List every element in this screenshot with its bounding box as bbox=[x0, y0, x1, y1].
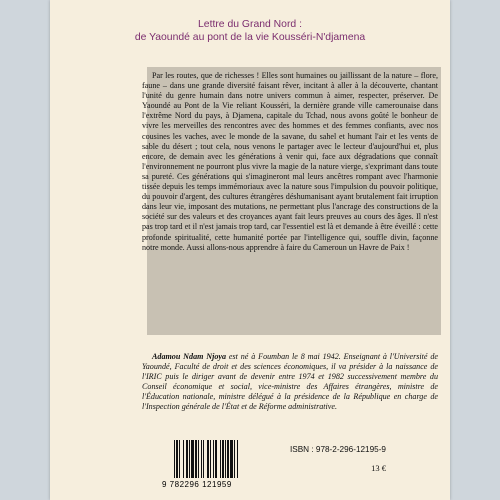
book-title bbox=[50, 18, 450, 44]
barcode-bar bbox=[198, 440, 199, 478]
title-line-2: de Yaoundé au pont de la vie Kousséri-N'djamena bbox=[134, 32, 366, 43]
barcode-bar bbox=[186, 440, 188, 478]
barcode-bar bbox=[191, 440, 194, 478]
barcode-bars bbox=[172, 440, 264, 480]
barcode-bar bbox=[213, 440, 214, 478]
barcode-bar bbox=[203, 440, 204, 478]
barcode-bar bbox=[183, 440, 184, 478]
barcode-bar bbox=[220, 440, 221, 478]
barcode-bar bbox=[237, 440, 238, 478]
back-cover bbox=[50, 0, 450, 500]
barcode-bar bbox=[234, 440, 235, 478]
author-bio bbox=[142, 352, 438, 413]
title-line-1: Lettre du Grand Nord : bbox=[198, 19, 302, 30]
isbn-label: ISBN : 978-2-296-12195-9 bbox=[289, 445, 386, 454]
barcode-bar bbox=[179, 440, 180, 478]
barcode-bar bbox=[222, 440, 224, 478]
barcode-bar bbox=[227, 440, 229, 478]
barcode-bar bbox=[176, 440, 178, 478]
summary-text: Par les routes, que de richesses ! Elles sont humaines ou jaillissant de la nature – flore, faune – dans une grande diversité faisant rêver, incitant à aller à la découverte, chantant l'unité du genre humain dans notre univers commun à aimer, respecter, préserver. De Yaoundé au Pont de la Vie reliant Kousséri, la dernière grande ville camerounaise dans l'extrême Nord du pays, à Djamena, capitale du Tchad, nous avons goûté le bonheur de vivre les merveilles des rencontres avec des hommes et des femmes confiants, avec nos cousines les vaches, avec le monde de la savane, du sahel et humant l'air et les vents de sable du désert ; tout cela, nous venons le partager avec le lecteur d'aujourd'hui et, plus encore, de demain avec les générations à venir qui, face aux dégradations que connaît l'environnement ne pourront plus vivre la magie de la nature vierge, s'exprimant dans toute sa pureté. Ces générations qui s'imagineront mal leurs ancêtres rompant avec l'harmonie tissée depuis les temps immémoriaux avec la nature sous l'impulsion du pouvoir politique, du pouvoir d'argent, des cultures étrangères déshumanisant ayant brutalement fait irruption dans leur vie, imposant des mutations, ne permettant plus l'ancrage des constructions de la société sur des valeurs et des croyances ayant fait leurs preuves au cours des âges. Il n'est pas trop tard et il n'est jamais trop tard, car l'essentiel est là et demande à être éveillé : cette profonde spiritualité, cette humanité portée par l'intelligence qui, souffle divin, façonne notre monde. Aussi allons-nous apprendre à faire du Cameroun un Havre de Paix ! bbox=[142, 71, 438, 252]
barcode-bar bbox=[225, 440, 226, 478]
barcode bbox=[162, 440, 264, 489]
barcode-bar bbox=[189, 440, 190, 478]
author-bio-text: est né à Foumban le 8 mai 1942. Enseignant à l'Université de Yaoundé, Faculté de droit et des sciences économiques, il va présider à la naissance de l'IRIC puis le diriger avant de devenir entre 1974 et 1982 successivement membre du Conseil économique et social, vice-ministre des Affaires étrangères, ministre de l'Éducation nationale, ministre délégué à la présidence de la République en charge de l'Inspection générale de l'État et de Réforme administrative. bbox=[142, 352, 438, 412]
barcode-bar bbox=[195, 440, 197, 478]
barcode-bar bbox=[210, 440, 211, 478]
price-label: 13 € bbox=[371, 463, 386, 473]
barcode-bar bbox=[230, 440, 233, 478]
barcode-bar bbox=[174, 440, 175, 478]
barcode-digits: 9 782296 121959 bbox=[162, 480, 232, 489]
barcode-bar bbox=[201, 440, 202, 478]
author-name: Adamou Ndam Njoya bbox=[152, 352, 227, 361]
barcode-bar bbox=[207, 440, 209, 478]
barcode-bar bbox=[215, 440, 217, 478]
